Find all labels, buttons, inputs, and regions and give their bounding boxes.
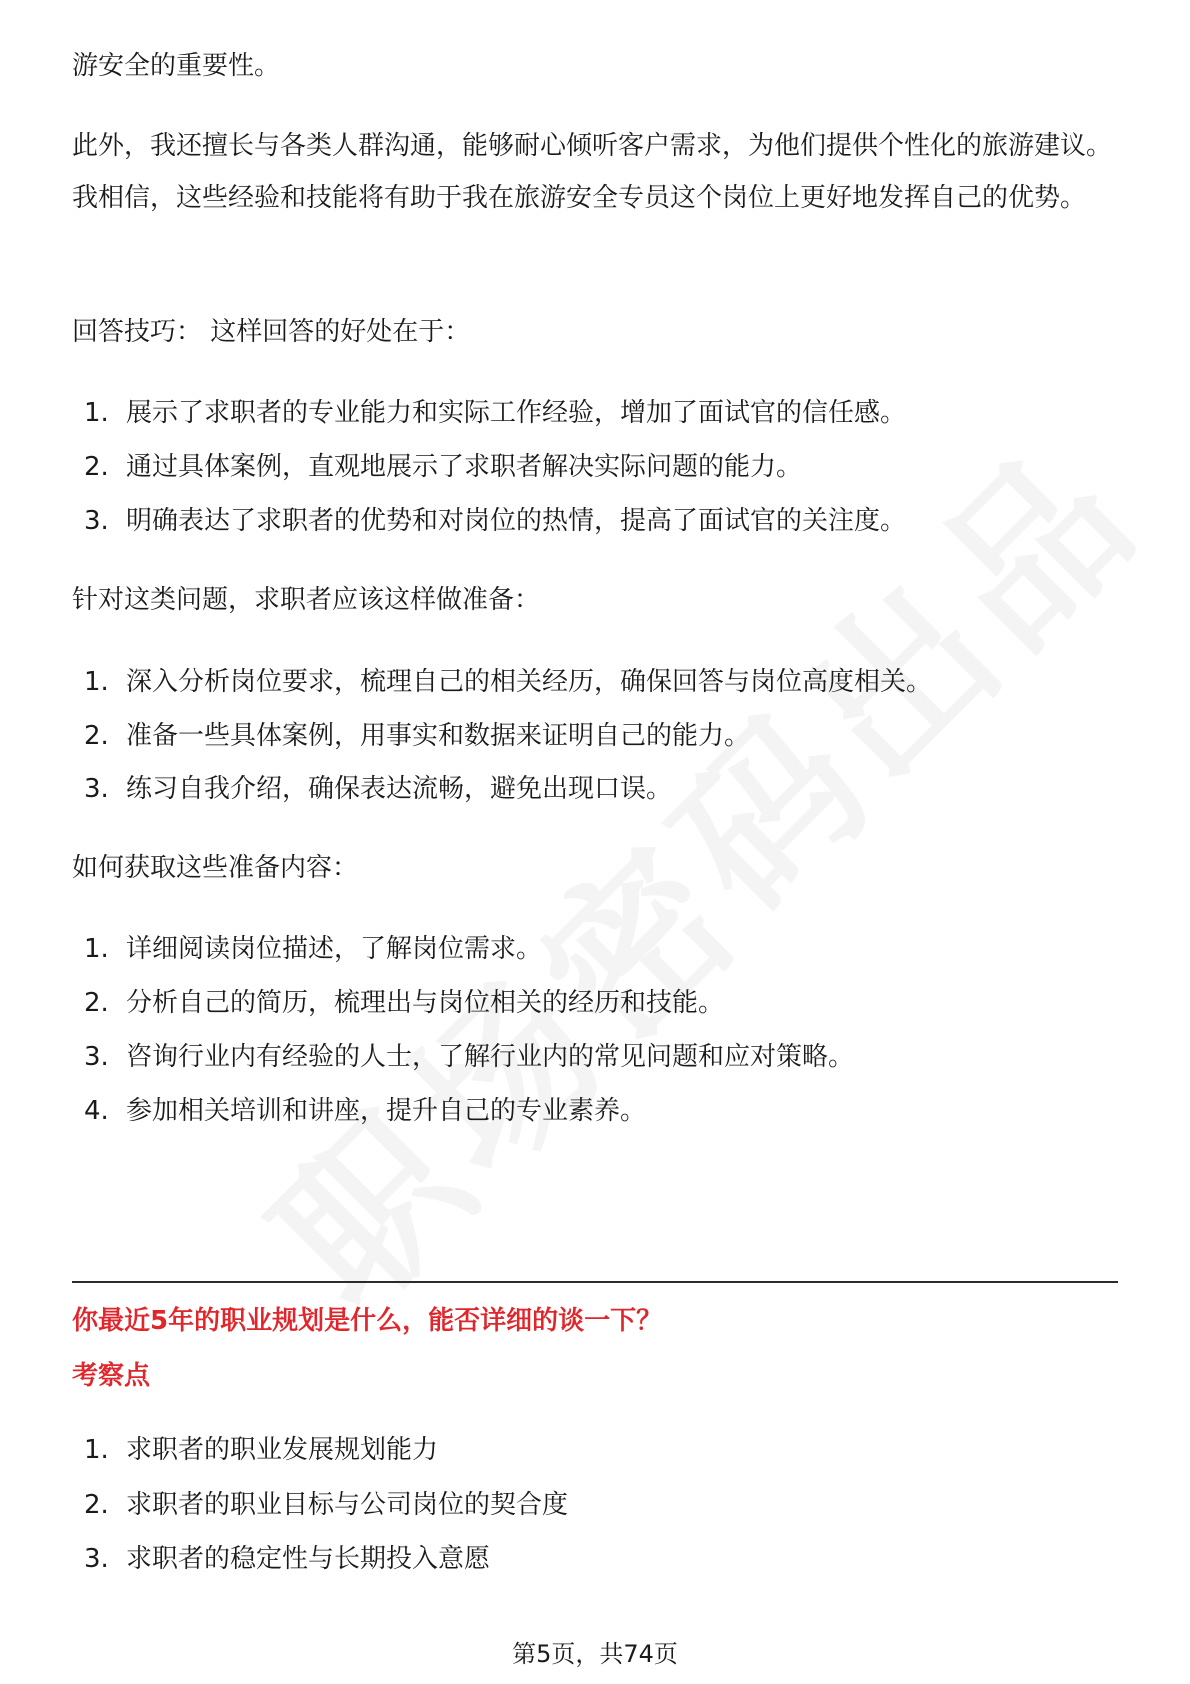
list-number: 2.: [84, 452, 109, 482]
list-item: [84, 1039, 1104, 1075]
list-number: 3.: [84, 1042, 109, 1072]
list-item: [84, 931, 1104, 967]
list-number: 3.: [84, 1544, 109, 1574]
list-text: 参加相关培训和讲座，提升自己的专业素养。: [126, 1096, 647, 1126]
paragraph-continuation: 游安全的重要性。: [72, 51, 281, 81]
list-item: [84, 1093, 1104, 1129]
list-number: 2.: [84, 721, 109, 751]
list-text: 准备一些具体案例，用事实和数据来证明自己的能力。: [126, 721, 751, 751]
list-number: 1.: [84, 1435, 109, 1465]
list-text: 求职者的职业目标与公司岗位的契合度: [126, 1490, 569, 1520]
list-text: 深入分析岗位要求，梳理自己的相关经历，确保回答与岗位高度相关。: [126, 667, 933, 697]
list-item: [84, 985, 1104, 1021]
list-text: 详细阅读岗位描述，了解岗位需求。: [126, 934, 543, 964]
list-item: [84, 771, 1104, 807]
list-item: [84, 664, 1104, 700]
list-item: [84, 1541, 1104, 1577]
list-text: 分析自己的简历，梳理出与岗位相关的经历和技能。: [126, 988, 725, 1018]
list-number: 2.: [84, 1490, 109, 1520]
list-text: 明确表达了求职者的优势和对岗位的热情，提高了面试官的关注度。: [126, 506, 907, 536]
question-title: 你最近5年的职业规划是什么，能否详细的谈一下？: [72, 1306, 663, 1336]
list-item: [84, 449, 1104, 485]
list-text: 咨询行业内有经验的人士，了解行业内的常见问题和应对策略。: [126, 1042, 855, 1072]
list-item: [84, 503, 1104, 539]
page-number: 第5页，共74页: [512, 1640, 678, 1668]
list-number: 2.: [84, 988, 109, 1018]
list-text: 求职者的职业发展规划能力: [126, 1435, 439, 1465]
answer-tips-intro: 回答技巧： 这样回答的好处在于：: [72, 317, 471, 347]
list-number: 3.: [84, 506, 109, 536]
list-number: 1.: [84, 667, 109, 697]
list-item: [84, 1432, 1104, 1468]
list-number: 3.: [84, 774, 109, 804]
section-label: 考察点: [72, 1361, 151, 1391]
preparation-intro: 针对这类问题，求职者应该这样做准备：: [72, 585, 541, 615]
list-text: 通过具体案例，直观地展示了求职者解决实际问题的能力。: [126, 452, 803, 482]
list-item: [84, 1487, 1104, 1523]
source-intro: 如何获取这些准备内容：: [72, 853, 359, 883]
list-number: 1.: [84, 398, 109, 428]
list-item: [84, 395, 1104, 431]
list-text: 求职者的稳定性与长期投入意愿: [126, 1544, 491, 1574]
list-item: [84, 718, 1104, 754]
list-number: 4.: [84, 1096, 109, 1126]
paragraph-skills: 此外，我还擅长与各类人群沟通，能够耐心倾听客户需求，为他们提供个性化的旅游建议。我相信，这些经验和技能将有助于我在旅游安全专员这个岗位上更好地发挥自己的优势。: [72, 131, 1113, 213]
list-number: 1.: [84, 934, 109, 964]
section-divider: [72, 1281, 1118, 1283]
list-text: 练习自我介绍，确保表达流畅，避免出现口误。: [126, 774, 673, 804]
list-text: 展示了求职者的专业能力和实际工作经验，增加了面试官的信任感。: [126, 398, 907, 428]
